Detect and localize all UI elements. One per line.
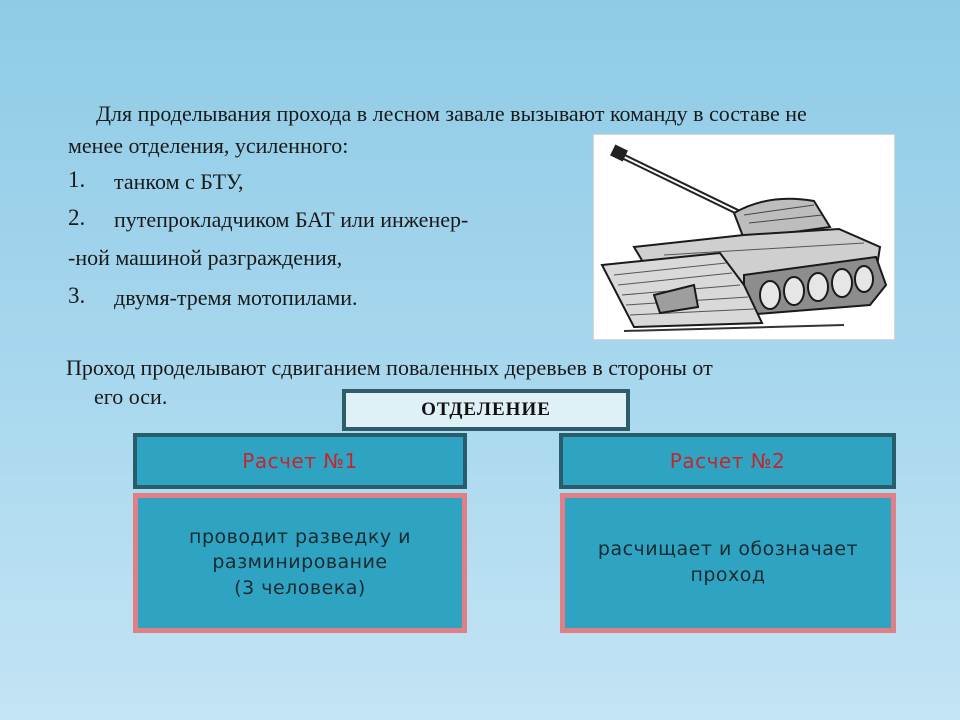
bottom-line-1: Проход проделывают сдвиганием поваленных деревьев в стороны от [66,355,713,380]
list-item-2-continuation: -ной машиной разграждения, [68,245,343,270]
list-number-1: 1. [68,167,86,192]
crew-1-description [133,493,467,633]
list-number-2: 2. [68,205,86,230]
crew-1-line-3: (3 человека) [234,576,366,599]
list-item-3: двумя-тремя мотопилами. [114,285,358,310]
crew-2-description [560,493,896,633]
crew-1-line-2: разминирование [212,551,388,574]
crew-1-line-1: проводит разведку и [189,525,411,548]
crew-2-line-1: расчищает и обозначает [597,538,859,561]
crew-2-header: Расчет №2 [559,433,896,489]
list-number-3: 3. [68,283,86,308]
crew-1-header: Расчет №1 [133,433,467,489]
tank-with-bulldozer-blade-image [593,134,895,340]
squad-box: ОТДЕЛЕНИЕ [342,389,630,431]
list-item-2: путепрокладчиком БАТ или инженер- [114,207,469,232]
intro-paragraph: Для проделывания прохода в лесном завале вызывают команду в составе не менее отделения, усиленного: [68,101,807,158]
list-item-1: танком с БТУ, [114,169,244,194]
crew-2-line-2: проход [690,564,766,586]
bottom-line-2: его оси. [94,384,168,410]
